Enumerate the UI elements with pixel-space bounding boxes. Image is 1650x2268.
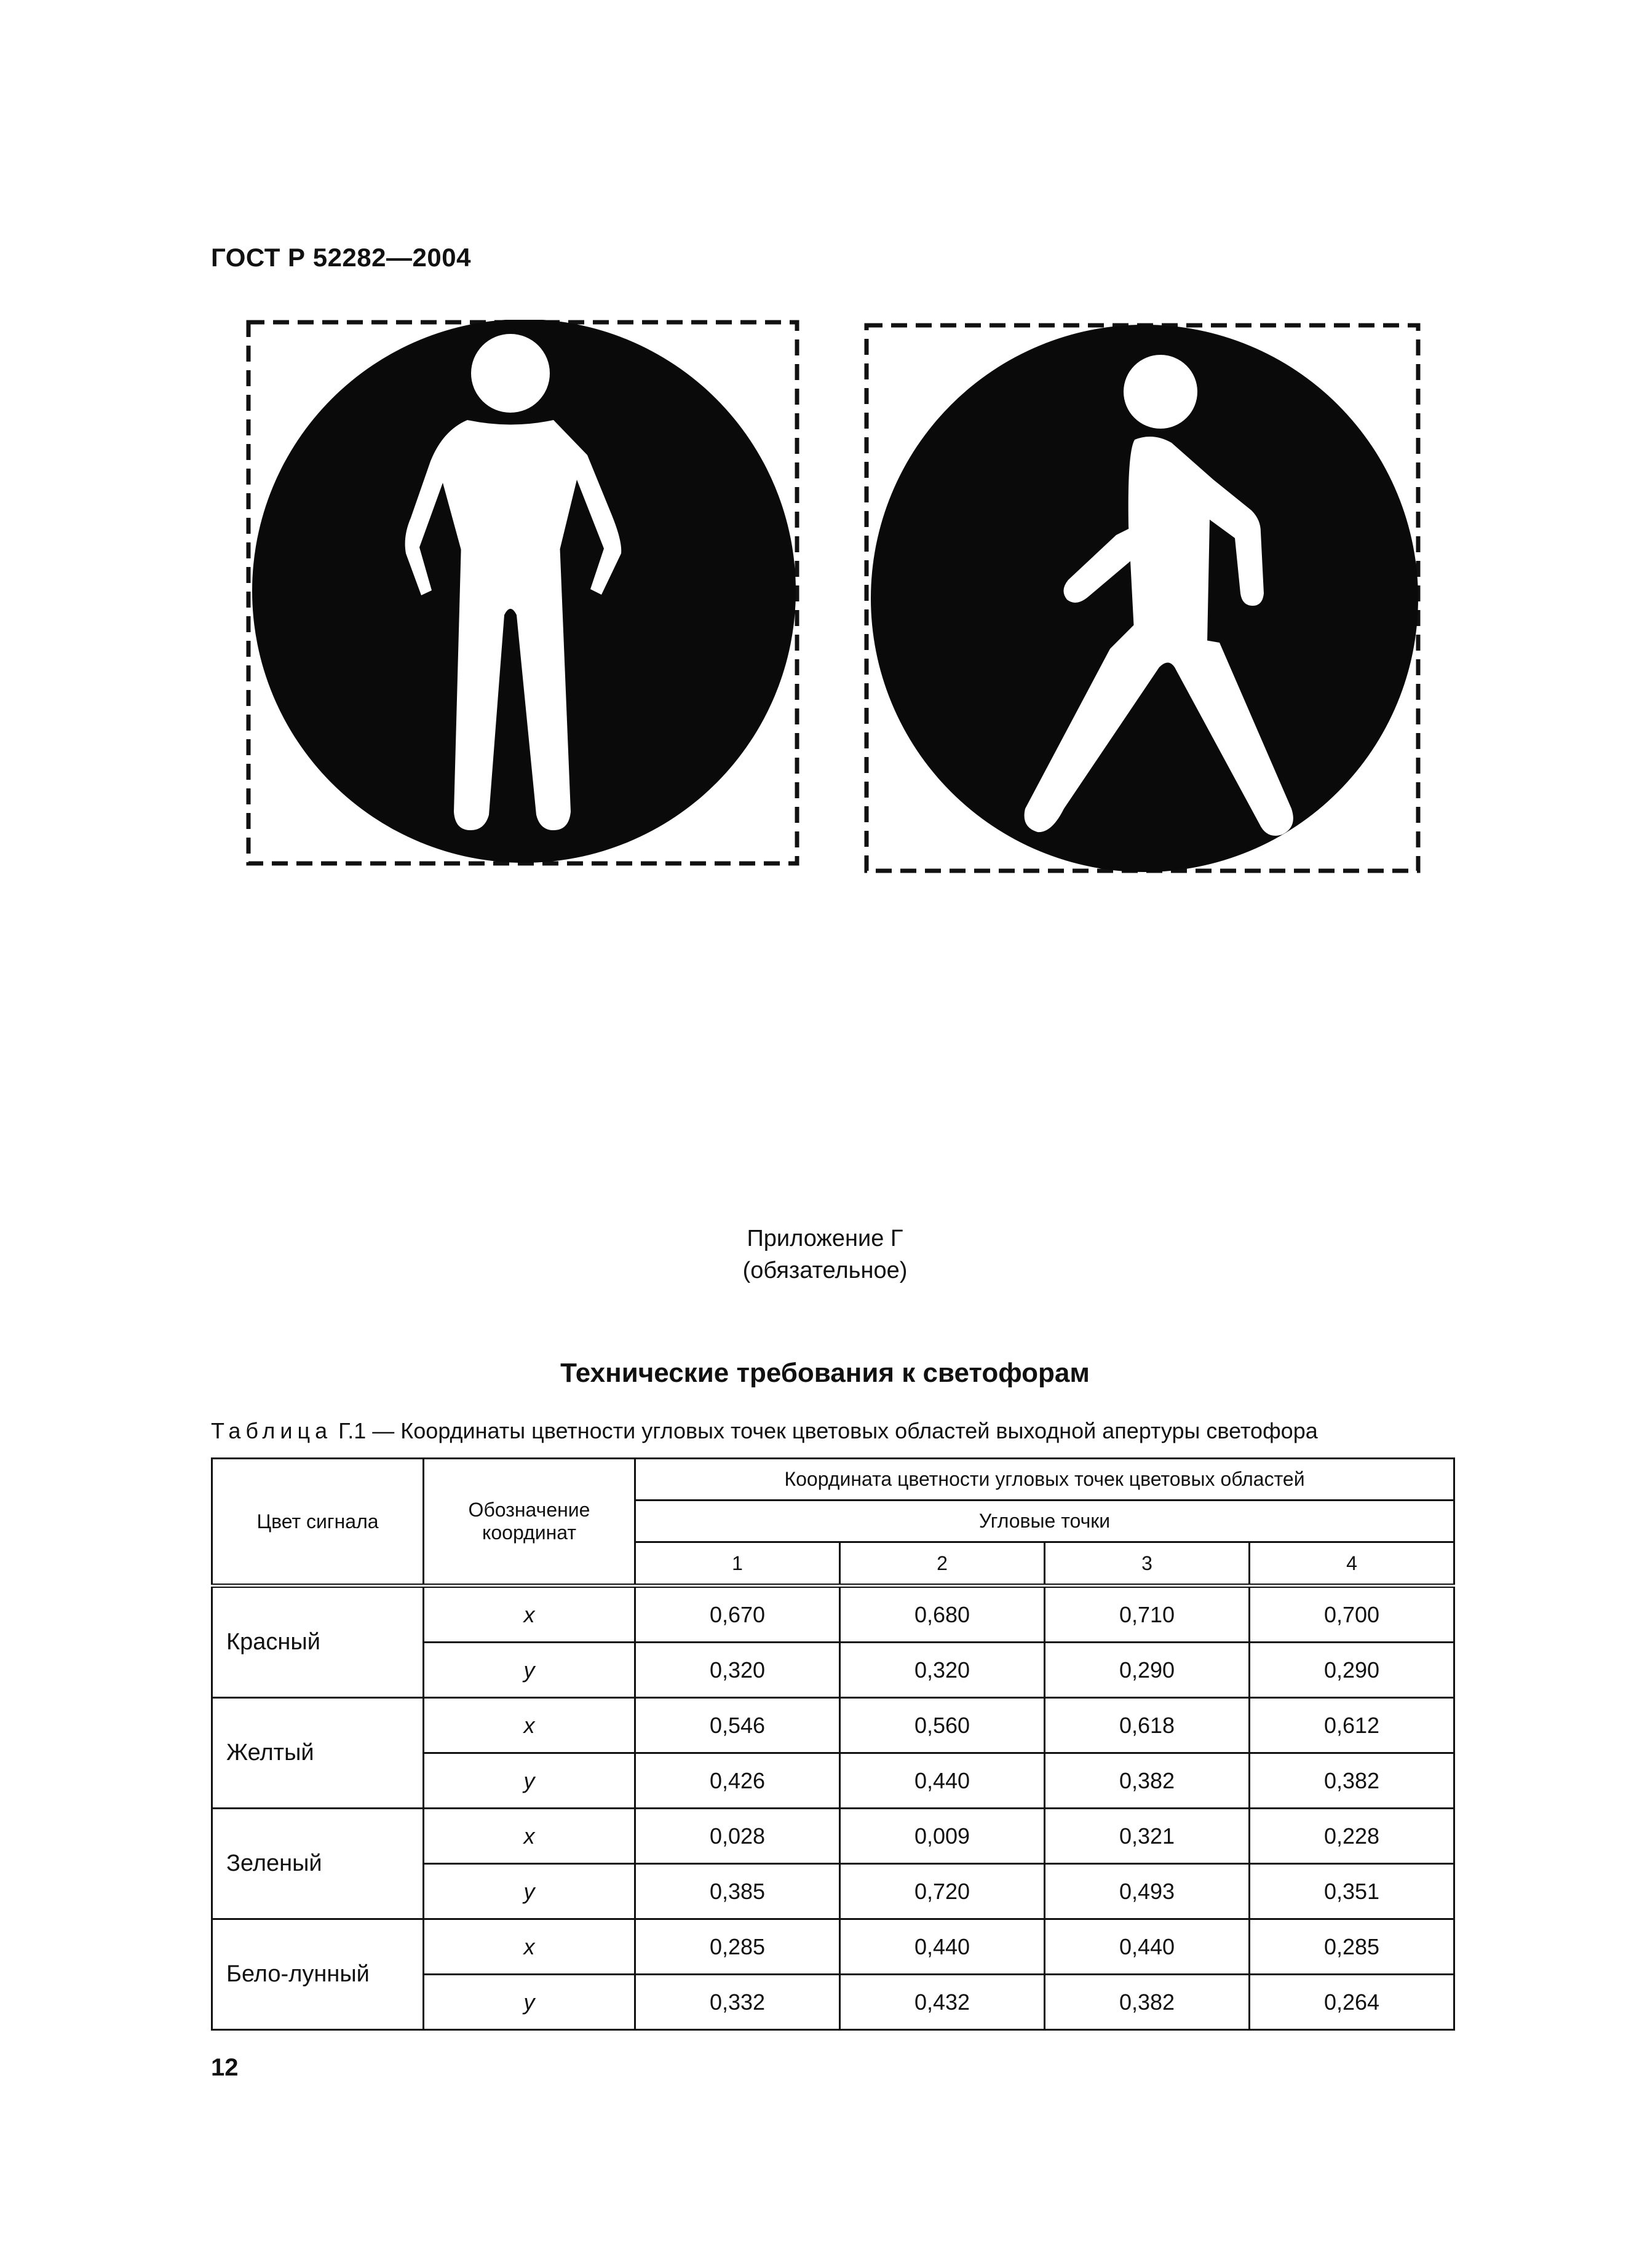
- pedestrian-walking-icon: [864, 323, 1421, 873]
- document-code: ГОСТ Р 52282—2004: [211, 243, 471, 272]
- pedestrian-walking-sign: [864, 323, 1421, 873]
- color-name-red: Красный: [212, 1586, 424, 1698]
- table-cell: 0,009: [840, 1809, 1045, 1864]
- coord-label: x: [424, 1586, 635, 1643]
- table-cell: 0,720: [840, 1864, 1045, 1919]
- header-point-1: 1: [635, 1542, 840, 1586]
- table-row: [212, 1586, 1454, 1643]
- table-cell: 0,382: [1045, 1975, 1250, 2030]
- table-cell: 0,285: [635, 1919, 840, 1975]
- coord-label: x: [424, 1698, 635, 1753]
- table-caption-text: Г.1 — Координаты цветности угловых точек цветовых областей выходной апертуры светофора: [338, 1418, 1318, 1443]
- table-cell: 0,321: [1045, 1809, 1250, 1864]
- table-cell: 0,710: [1045, 1586, 1250, 1643]
- header-corner-points: Угловые точки: [635, 1501, 1454, 1542]
- coord-label: y: [424, 1975, 635, 2030]
- table-cell: 0,028: [635, 1809, 840, 1864]
- table-cell: 0,332: [635, 1975, 840, 2030]
- header-chromaticity-group: Координата цветности угловых точек цветовых областей: [635, 1459, 1454, 1501]
- appendix-status: (обязательное): [742, 1258, 908, 1283]
- table-cell: 0,351: [1250, 1864, 1454, 1919]
- table-cell: 0,440: [840, 1753, 1045, 1809]
- table-cell: 0,264: [1250, 1975, 1454, 2030]
- table-cell: 0,382: [1250, 1753, 1454, 1809]
- table-cell: 0,440: [840, 1919, 1045, 1975]
- header-point-2: 2: [840, 1542, 1045, 1586]
- appendix-title: Приложение Г: [747, 1226, 903, 1251]
- table-cell: 0,382: [1045, 1753, 1250, 1809]
- table-row: [212, 1698, 1454, 1753]
- pedestrian-standing-sign: [246, 320, 799, 867]
- section-title: Технические требования к светофорам: [560, 1358, 1090, 1388]
- coord-label: y: [424, 1753, 635, 1809]
- color-name-yellow: Желтый: [212, 1698, 424, 1809]
- header-point-4: 4: [1250, 1542, 1454, 1586]
- table-cell: 0,290: [1250, 1643, 1454, 1698]
- table-cell: 0,320: [635, 1643, 840, 1698]
- table-cell: 0,285: [1250, 1919, 1454, 1975]
- table-cell: 0,385: [635, 1864, 840, 1919]
- coord-label: y: [424, 1643, 635, 1698]
- table-caption-prefix: Таблица: [211, 1418, 333, 1443]
- table-row: [212, 1809, 1454, 1864]
- color-name-lunar-white: Бело-лунный: [212, 1919, 424, 2030]
- coord-label: x: [424, 1809, 635, 1864]
- table-cell: 0,432: [840, 1975, 1045, 2030]
- header-point-3: 3: [1045, 1542, 1250, 1586]
- table-caption: [211, 1418, 1318, 1444]
- coord-label: y: [424, 1864, 635, 1919]
- table-cell: 0,618: [1045, 1698, 1250, 1753]
- color-name-green: Зеленый: [212, 1809, 424, 1919]
- table-cell: 0,228: [1250, 1809, 1454, 1864]
- table-cell: 0,700: [1250, 1586, 1454, 1643]
- table-cell: 0,320: [840, 1643, 1045, 1698]
- page-number: 12: [211, 2054, 239, 2081]
- table-cell: 0,680: [840, 1586, 1045, 1643]
- pedestrian-standing-icon: [246, 320, 799, 867]
- header-signal-color: Цвет сигнала: [212, 1459, 424, 1586]
- table-row: [212, 1919, 1454, 1975]
- chromaticity-table: [211, 1457, 1455, 2031]
- table-cell: 0,426: [635, 1753, 840, 1809]
- header-coord-designation: Обозначение координат: [424, 1459, 635, 1586]
- coord-label: x: [424, 1919, 635, 1975]
- table-cell: 0,290: [1045, 1643, 1250, 1698]
- table-cell: 0,670: [635, 1586, 840, 1643]
- table-cell: 0,612: [1250, 1698, 1454, 1753]
- table-cell: 0,493: [1045, 1864, 1250, 1919]
- table-cell: 0,546: [635, 1698, 840, 1753]
- table-cell: 0,440: [1045, 1919, 1250, 1975]
- table-cell: 0,560: [840, 1698, 1045, 1753]
